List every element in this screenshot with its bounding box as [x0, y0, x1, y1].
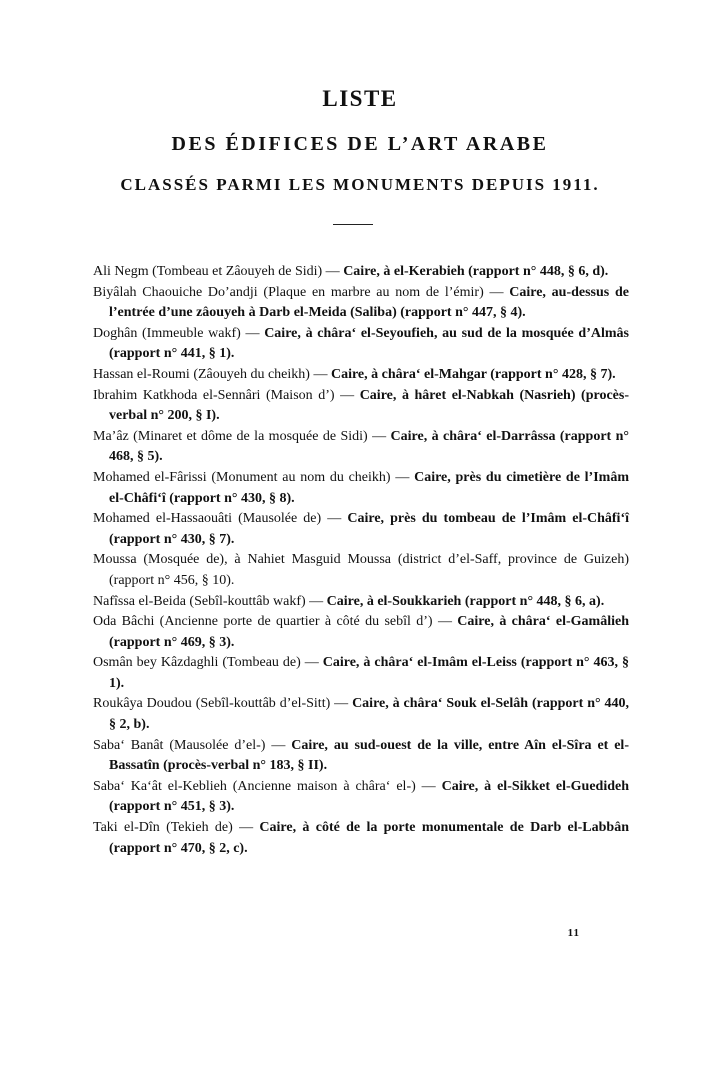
- list-item: [93, 550, 629, 591]
- entry-name: Nafîssa el-Beida (Sebîl-kouttâb wakf) —: [93, 593, 324, 609]
- list-item: [93, 777, 629, 818]
- entry-place: Caire, à châra‘ Souk el-Selâh (rapport n° 440, § 2, b).: [109, 696, 629, 733]
- list-item: [93, 283, 629, 324]
- entry-name: Ibrahim Katkhoda el-Sennâri (Maison d’) —: [93, 387, 355, 403]
- list-item: [93, 653, 629, 694]
- page-subtitle: DES ÉDIFICES DE L’ART ARABE: [171, 133, 549, 155]
- list-item: [93, 427, 629, 468]
- entry-name: Biyâlah Chaouiche Do’andji (Plaque en marbre au nom de l’émir) —: [93, 284, 504, 300]
- page-title: LISTE: [322, 86, 398, 111]
- list-item: [93, 365, 629, 386]
- list-item: [93, 818, 629, 859]
- entry-name: Ali Negm (Tombeau et Zâouyeh de Sidi) —: [93, 264, 340, 279]
- list-item: [93, 509, 629, 550]
- list-item: [93, 736, 629, 777]
- entry-name: Oda Bâchi (Ancienne porte de quartier à côté du sebîl d’) —: [93, 614, 452, 630]
- monument-list: [93, 262, 629, 859]
- entry-name: Doghân (Immeuble wakf) —: [93, 325, 260, 341]
- entry-name: Saba‘ Ka‘ât el-Keblieh (Ancienne maison à châra‘ el-) —: [93, 778, 436, 794]
- entry-place: Caire, à el-Kerabieh (rapport n° 448, § 6, d).: [339, 264, 609, 279]
- entry-place: Caire, à el-Soukkarieh (rapport n° 448, § 6, a).: [323, 593, 605, 609]
- entry-name: Mohamed el-Hassaouâti (Mausolée de) —: [93, 511, 342, 527]
- entry-place: Caire, à châra‘ el-Mahgar (rapport n° 428, § 7).: [327, 366, 616, 382]
- list-item: [93, 386, 629, 427]
- list-item: [93, 468, 629, 509]
- entry-place: Caire, près du tombeau de l’Imâm el-Châfi‘î (rapport n° 430, § 7).: [109, 511, 629, 547]
- entry-place: Caire, à el-Sikket el-Guedideh (rapport n° 451, § 3).: [109, 778, 630, 815]
- page-subtitle-secondary: CLASSÉS PARMI LES MONUMENTS DEPUIS 1911.: [120, 175, 600, 194]
- list-item: [93, 592, 629, 613]
- entry-place: Caire, à châra‘ el-Gamâlieh (rapport n° 469, § 3).: [109, 614, 630, 650]
- list-item: [93, 262, 629, 283]
- entry-name: Osmân bey Kâzdaghli (Tombeau de) —: [93, 655, 319, 671]
- entry-place: Caire, à châra‘ el-Seyoufieh, au sud de la mosquée d’Almâs (rapport n° 441, § 1).: [109, 325, 629, 362]
- entry-place: Caire, près du cimetière de l’Imâm el-Châfi‘î (rapport n° 430, § 8).: [109, 469, 629, 506]
- entry-name: Ma’âz (Minaret et dôme de la mosquée de Sidi) —: [93, 428, 387, 444]
- entry-place: Caire, à hâret el-Nabkah (Nasrieh) (procès-verbal n° 200, § I).: [109, 387, 630, 424]
- page-number: 11: [567, 927, 580, 939]
- list-item: [93, 324, 629, 365]
- entry-place: Caire, au sud-ouest de la ville, entre Aîn el-Sîra et el-Bassatîn (procès-verbal n° 183, § II).: [109, 737, 629, 774]
- entry-name: Taki el-Dîn (Tekieh de) —: [93, 820, 254, 836]
- entry-place: Caire, au-dessus de l’entrée d’une zâouyeh à Darb el-Meida (Saliba) (rapport n° 447, § 4).: [109, 284, 629, 321]
- entry-place: Caire, à côté de la porte monumentale de Darb el-Labbân (rapport n° 470, § 2, c).: [109, 820, 630, 856]
- entry-name: Moussa (Mosquée de), à Nahiet Masguid Moussa (district d’el-Saff, province de Guizeh) (rapport n° 456, § 10).: [93, 552, 629, 588]
- list-item: [93, 694, 629, 735]
- entry-name: Hassan el-Roumi (Zâouyeh du cheikh) —: [93, 366, 328, 382]
- list-item: [93, 612, 629, 653]
- entry-place: Caire, à châra‘ el-Darrâssa (rapport n° 468, § 5).: [109, 428, 629, 465]
- entry-place: Caire, à châra‘ el-Imâm el-Leiss (rapport n° 463, § 1).: [109, 655, 629, 691]
- entry-name: Roukâya Doudou (Sebîl-kouttâb d’el-Sitt) —: [93, 696, 349, 712]
- title-divider: [333, 224, 373, 225]
- entry-name: Saba‘ Banât (Mausolée d’el-) —: [93, 737, 286, 753]
- entry-name: Mohamed el-Fârissi (Monument au nom du cheikh) —: [93, 469, 410, 485]
